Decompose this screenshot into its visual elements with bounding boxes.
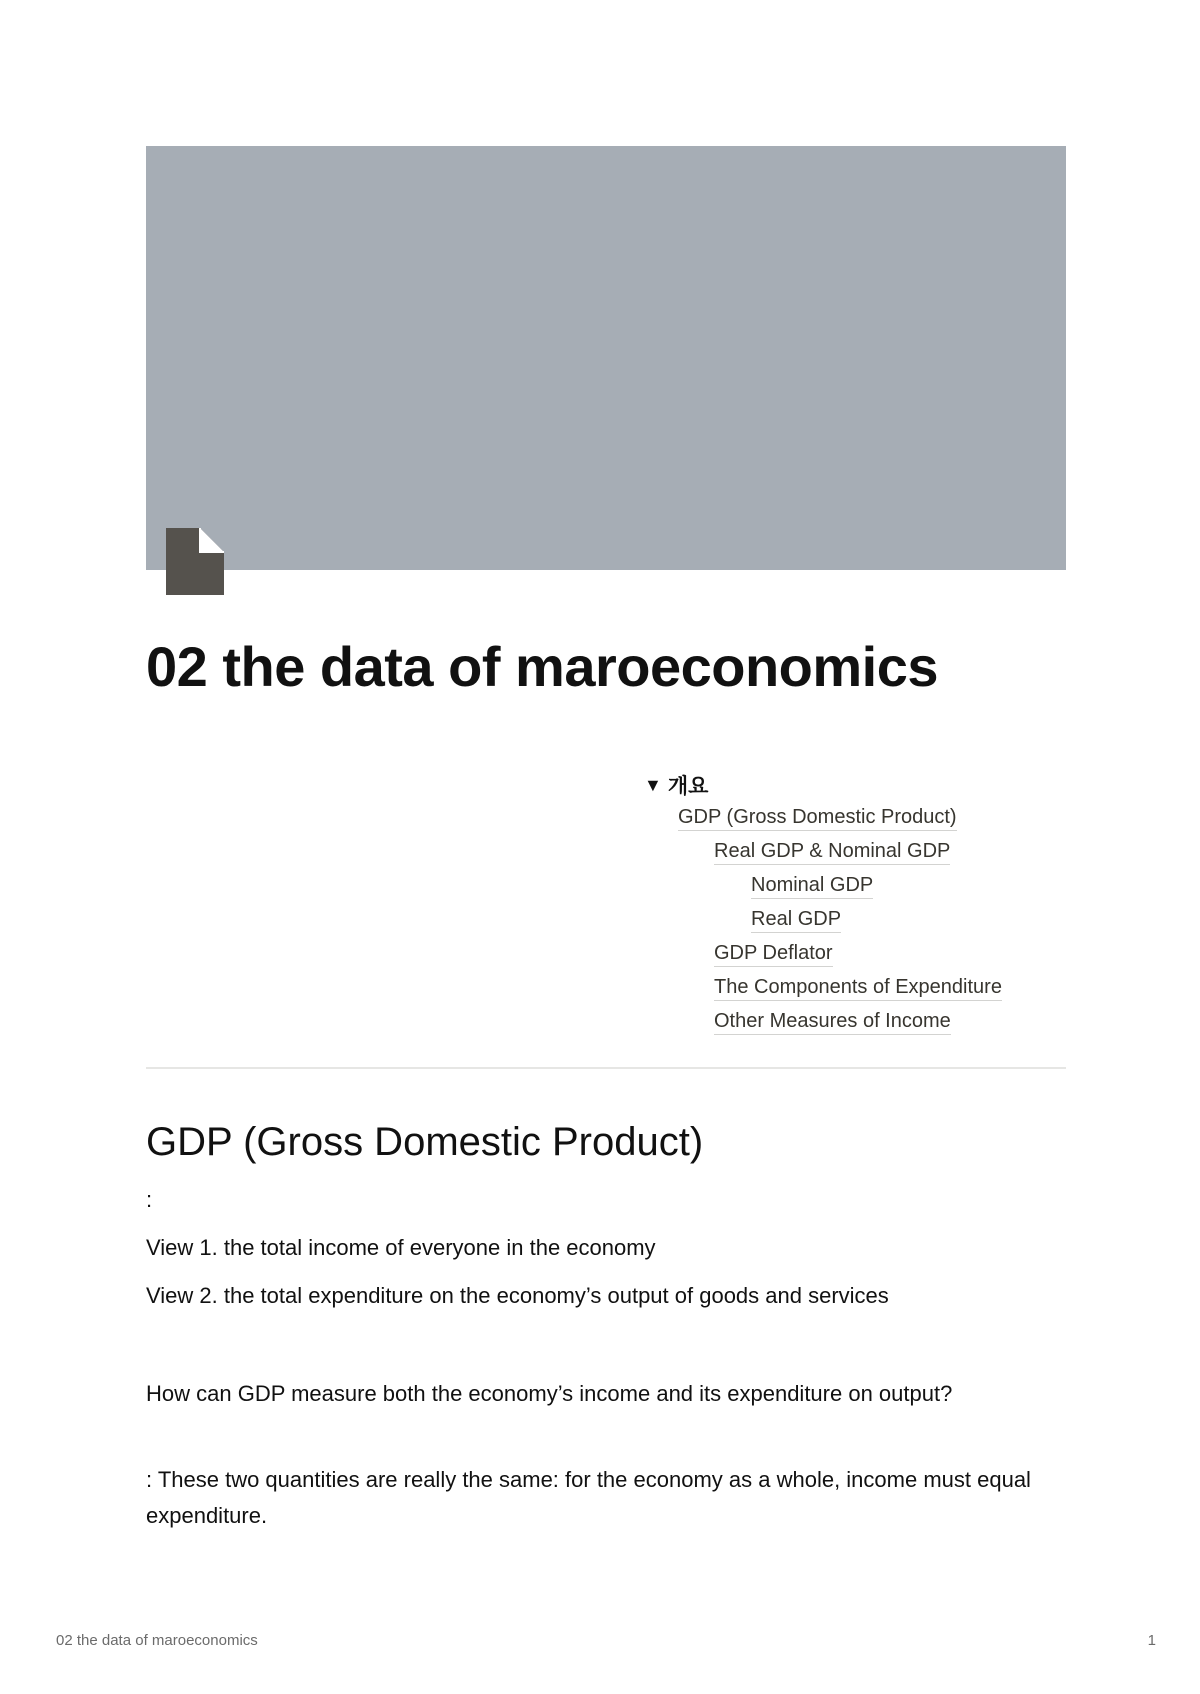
- section-heading: GDP (Gross Domestic Product): [146, 1120, 704, 1164]
- cover-image: [146, 146, 1066, 570]
- toc-item[interactable]: [644, 974, 1074, 1008]
- colon-text: :: [146, 1187, 153, 1212]
- triangle-down-icon[interactable]: ▼: [644, 774, 662, 795]
- toc-link[interactable]: Other Measures of Income: [714, 1008, 951, 1035]
- answer-text: : These two quantities are really the same: for the economy as a whole, income must equal expenditure.: [146, 1467, 1031, 1528]
- toc-list: [644, 804, 1074, 1042]
- toc-link[interactable]: GDP (Gross Domestic Product): [678, 804, 957, 831]
- toc-item[interactable]: [644, 838, 1074, 872]
- toc-item[interactable]: [644, 1008, 1074, 1042]
- question-text: How can GDP measure both the economy’s income and its expenditure on output?: [146, 1381, 953, 1406]
- document-icon: [166, 528, 224, 595]
- divider: [146, 1067, 1066, 1069]
- toc-link[interactable]: Nominal GDP: [751, 872, 873, 899]
- toc-item[interactable]: [644, 872, 1074, 906]
- toc-link[interactable]: Real GDP & Nominal GDP: [714, 838, 950, 865]
- toc-link[interactable]: Real GDP: [751, 906, 841, 933]
- toc-toggle-label: 개요: [667, 775, 709, 798]
- toc-item[interactable]: [644, 906, 1074, 940]
- view1-text: View 1. the total income of everyone in the economy: [146, 1235, 656, 1260]
- toc-link[interactable]: The Components of Expenditure: [714, 974, 1002, 1001]
- page-title: 02 the data of maroeconomics: [146, 635, 939, 698]
- toc-item[interactable]: [644, 940, 1074, 974]
- footer-title: 02 the data of maroeconomics: [56, 1632, 258, 1649]
- table-of-contents: [644, 770, 1074, 1042]
- toc-item[interactable]: [644, 804, 1074, 838]
- footer-page-number: 1: [1147, 1632, 1156, 1649]
- view2-text: View 2. the total expenditure on the economy’s output of goods and services: [146, 1283, 889, 1308]
- toc-toggle[interactable]: [644, 770, 1074, 800]
- toc-link[interactable]: GDP Deflator: [714, 940, 833, 967]
